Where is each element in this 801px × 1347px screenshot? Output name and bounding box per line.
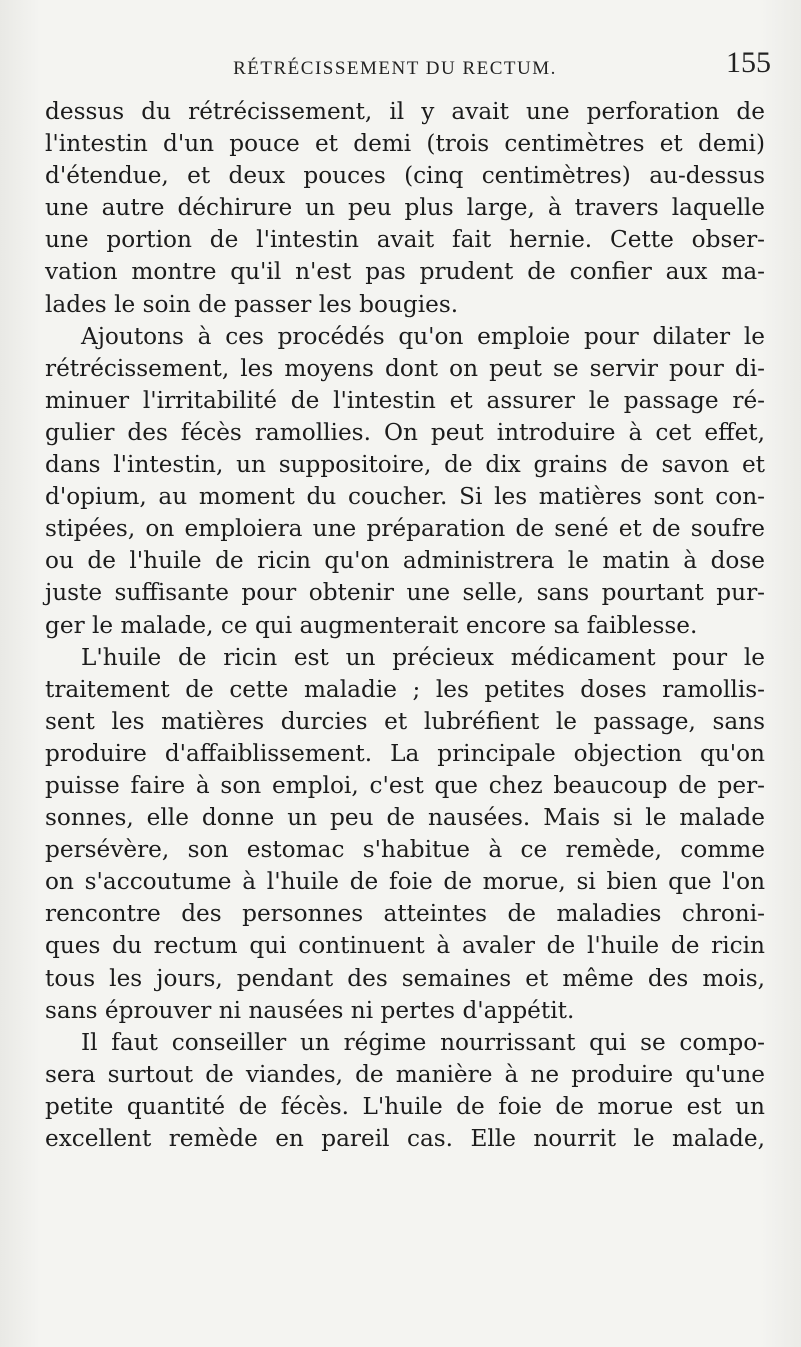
text-line: minuer l'irritabilité de l'intestin et assurer le passage ré-	[45, 386, 765, 414]
text-line: lades le soin de passer les bougies.	[45, 290, 459, 318]
page-number: 155	[726, 46, 771, 79]
text-line: stipées, on emploiera une préparation de sené et de soufre	[45, 515, 765, 543]
text-line: rétrécissement, les moyens dont on peut se servir pour di-	[45, 354, 765, 382]
text-line: gulier des fécès ramollies. On peut introduire à cet effet,	[45, 418, 765, 446]
text-line: sans éprouver ni nausées ni pertes d'appétit.	[45, 996, 575, 1024]
body-text	[45, 96, 765, 1155]
text-line: dans l'intestin, un suppositoire, de dix grains de savon et	[45, 451, 765, 479]
text-line: dessus du rétrécissement, il y avait une perforation de	[45, 98, 765, 125]
text-line: rencontre des personnes atteintes de maladies chroni-	[45, 900, 765, 928]
text-line: une portion de l'intestin avait fait hernie. Cette obser-	[45, 226, 765, 254]
text-line: vation montre qu'il n'est pas prudent de confier aux ma-	[45, 258, 765, 286]
text-line: L'huile de ricin est un précieux médicament pour le	[81, 643, 765, 671]
text-line: l'intestin d'un pouce et demi (trois centimètres et demi)	[45, 130, 765, 158]
text-line: ques du rectum qui continuent à avaler de l'huile de ricin	[45, 932, 765, 960]
text-line: sent les matières durcies et lubréfient le passage, sans	[45, 707, 765, 735]
text-line: tous les jours, pendant des semaines et même des mois,	[45, 964, 765, 992]
text-line: on s'accoutume à l'huile de foie de morue, si bien que l'on	[45, 868, 765, 896]
text-line: traitement de cette maladie ; les petites doses ramollis-	[45, 675, 765, 703]
text-line: une autre déchirure un peu plus large, à travers laquelle	[45, 194, 765, 222]
text-line: Ajoutons à ces procédés qu'on emploie pour dilater le	[81, 322, 765, 350]
running-title: RÉTRÉCISSEMENT DU RECTUM.	[233, 58, 557, 79]
text-line: persévère, son estomac s'habitue à ce remède, comme	[45, 836, 765, 864]
text-line: puisse faire à son emploi, c'est que chez beaucoup de per-	[45, 771, 765, 799]
text-line: sera surtout de viandes, de manière à ne produire qu'une	[45, 1060, 765, 1088]
text-line: juste suffisante pour obtenir une selle, sans pourtant pur-	[45, 579, 765, 607]
text-line: Il faut conseiller un régime nourrissant qui se compo-	[81, 1028, 765, 1056]
text-line: petite quantité de fécès. L'huile de foie de morue est un	[45, 1092, 765, 1120]
text-line: excellent remède en pareil cas. Elle nourrit le malade,	[45, 1125, 765, 1152]
text-line: ger le malade, ce qui augmenterait encore sa faiblesse.	[45, 611, 698, 639]
text-line: sonnes, elle donne un peu de nausées. Mais si le malade	[45, 804, 765, 832]
text-line: produire d'affaiblissement. La principale objection qu'on	[45, 739, 765, 767]
text-line: d'étendue, et deux pouces (cinq centimètres) au-dessus	[45, 162, 765, 190]
text-line: d'opium, au moment du coucher. Si les matières sont con-	[45, 483, 765, 511]
text-line: ou de l'huile de ricin qu'on administrera le matin à dose	[45, 547, 765, 575]
